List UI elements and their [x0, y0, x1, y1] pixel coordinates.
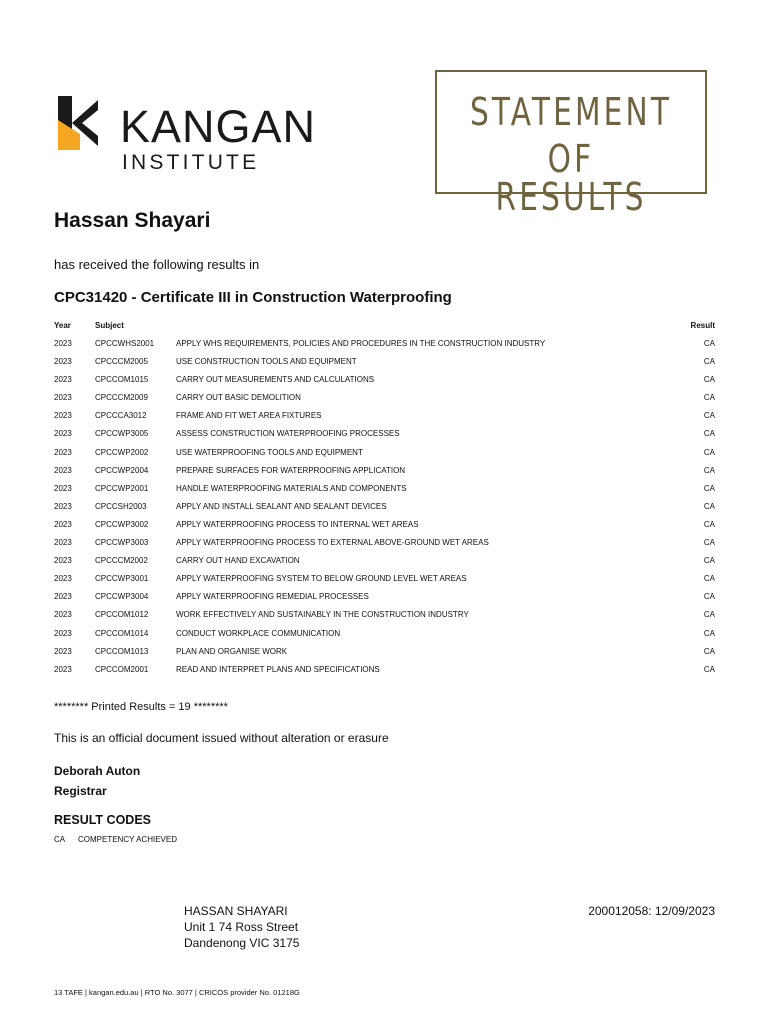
row-result: CA: [703, 465, 715, 475]
row-code: CPCCWP3003: [95, 538, 149, 548]
result-codes-heading: RESULT CODES: [54, 813, 151, 827]
row-code: CPCCOM1015: [95, 375, 149, 385]
row-result: CA: [703, 592, 715, 602]
row-result: CA: [703, 664, 715, 674]
row-year: 2023: [54, 375, 72, 385]
table-row: [54, 587, 715, 605]
row-code: CPCCWP2002: [95, 447, 149, 457]
row-year: 2023: [54, 429, 72, 439]
table-row: [54, 443, 715, 461]
row-title: WORK EFFECTIVELY AND SUSTAINABLY IN THE CONSTRUCTION INDUSTRY: [176, 610, 469, 620]
address-line1: Unit 1 74 Ross Street: [184, 920, 299, 934]
row-title: CARRY OUT MEASUREMENTS AND CALCULATIONS: [176, 375, 375, 385]
row-result: CA: [703, 411, 715, 421]
row-result: CA: [703, 646, 715, 656]
table-row: [54, 624, 715, 642]
row-year: 2023: [54, 483, 72, 493]
course-title: CPC31420 - Certificate III in Construction Waterproofing: [54, 289, 452, 306]
row-title: USE CONSTRUCTION TOOLS AND EQUIPMENT: [176, 357, 357, 367]
row-result: CA: [703, 429, 715, 439]
kangan-logo-icon: [58, 96, 104, 150]
address-line2: Dandenong VIC 3175: [184, 936, 300, 950]
table-row: [54, 605, 715, 623]
row-code: CPCCOM2001: [95, 664, 149, 674]
row-code: CPCCWP2001: [95, 483, 149, 493]
row-result: CA: [703, 393, 715, 403]
row-year: 2023: [54, 447, 72, 457]
row-result: CA: [703, 501, 715, 511]
row-title: HANDLE WATERPROOFING MATERIALS AND COMPONENTS: [176, 483, 407, 493]
row-code: CPCCCM2002: [95, 556, 148, 566]
row-code: CPCCCM2009: [95, 393, 148, 403]
row-title: APPLY WATERPROOFING PROCESS TO EXTERNAL ABOVE-GROUND WET AREAS: [176, 538, 489, 548]
row-result: CA: [703, 447, 715, 457]
row-code: CPCCWP3004: [95, 592, 149, 602]
logo-subtitle: INSTITUTE: [122, 151, 260, 174]
row-title: APPLY AND INSTALL SEALANT AND SEALANT DEVICES: [176, 501, 387, 511]
row-year: 2023: [54, 664, 72, 674]
row-code: CPCCWP3002: [95, 519, 149, 529]
row-title: PREPARE SURFACES FOR WATERPROOFING APPLICATION: [176, 465, 406, 475]
row-year: 2023: [54, 411, 72, 421]
row-year: 2023: [54, 592, 72, 602]
header-result: Result: [690, 321, 715, 330]
row-year: 2023: [54, 465, 72, 475]
row-year: 2023: [54, 610, 72, 620]
row-title: ASSESS CONSTRUCTION WATERPROOFING PROCESSES: [176, 429, 400, 439]
row-result: CA: [703, 357, 715, 367]
row-result: CA: [703, 610, 715, 620]
signatory-name: Deborah Auton: [54, 764, 141, 778]
row-title: USE WATERPROOFING TOOLS AND EQUIPMENT: [176, 447, 363, 457]
row-title: CONDUCT WORKPLACE COMMUNICATION: [176, 628, 341, 638]
statement-title-line2: OF RESULTS: [495, 137, 647, 219]
table-row: [54, 479, 715, 497]
row-year: 2023: [54, 628, 72, 638]
row-result: CA: [703, 375, 715, 385]
row-result: CA: [703, 628, 715, 638]
header-year: Year: [54, 321, 71, 330]
row-code: CPCCWHS2001: [95, 339, 155, 348]
row-code: CPCCCM2005: [95, 357, 148, 367]
row-code: CPCCWP3005: [95, 429, 149, 439]
row-title: APPLY WATERPROOFING SYSTEM TO BELOW GROUND LEVEL WET AREAS: [176, 574, 467, 584]
table-row: [54, 533, 715, 551]
result-code: CA: [54, 835, 66, 844]
table-row: [54, 334, 715, 352]
row-year: 2023: [54, 339, 72, 348]
row-title: PLAN AND ORGANISE WORK: [176, 646, 288, 656]
row-title: CARRY OUT HAND EXCAVATION: [176, 556, 300, 566]
table-row: [54, 461, 715, 479]
row-code: CPCCOM1012: [95, 610, 149, 620]
row-title: APPLY WATERPROOFING REMEDIAL PROCESSES: [176, 592, 369, 602]
address-name: HASSAN SHAYARI: [184, 904, 288, 918]
row-result: CA: [703, 538, 715, 548]
table-row: [54, 370, 715, 388]
statement-box: [435, 70, 707, 219]
row-year: 2023: [54, 393, 72, 403]
row-title: FRAME AND FIT WET AREA FIXTURES: [176, 411, 322, 421]
row-title: APPLY WATERPROOFING PROCESS TO INTERNAL WET AREAS: [176, 519, 419, 529]
table-row: [54, 497, 715, 515]
row-code: CPCCCA3012: [95, 411, 147, 421]
logo-wordmark: KANGAN: [120, 101, 317, 152]
document-reference: 200012058: 12/09/2023: [588, 904, 715, 918]
statement-title-line1: STATEMENT: [469, 90, 673, 134]
student-name: Hassan Shayari: [54, 209, 211, 232]
row-title: APPLY WHS REQUIREMENTS, POLICIES AND PROCEDURES IN THE CONSTRUCTION INDUSTRY: [176, 339, 546, 348]
row-year: 2023: [54, 556, 72, 566]
table-row: [54, 424, 715, 442]
results-table: [54, 334, 715, 678]
result-code-description: COMPETENCY ACHIEVED: [78, 835, 177, 844]
row-code: CPCCSH2003: [95, 501, 147, 511]
table-row: [54, 406, 715, 424]
received-text: has received the following results in: [54, 257, 260, 272]
row-title: READ AND INTERPRET PLANS AND SPECIFICATIONS: [176, 664, 380, 674]
row-year: 2023: [54, 519, 72, 529]
row-code: CPCCOM1014: [95, 628, 149, 638]
row-title: CARRY OUT BASIC DEMOLITION: [176, 393, 301, 403]
official-statement: This is an official document issued without alteration or erasure: [54, 731, 389, 745]
row-code: CPCCOM1013: [95, 646, 149, 656]
row-result: CA: [703, 574, 715, 584]
row-code: CPCCWP2004: [95, 465, 149, 475]
row-year: 2023: [54, 646, 72, 656]
table-row: [54, 642, 715, 660]
row-year: 2023: [54, 357, 72, 367]
printed-results-count: ******** Printed Results = 19 ********: [54, 701, 228, 713]
table-row: [54, 660, 715, 678]
row-result: CA: [703, 519, 715, 529]
signatory-title: Registrar: [54, 784, 107, 798]
table-row: [54, 515, 715, 533]
row-year: 2023: [54, 501, 72, 511]
row-result: CA: [703, 483, 715, 493]
footer-text: 13 TAFE | kangan.edu.au | RTO No. 3077 | CRICOS provider No. 01218G: [54, 988, 300, 997]
row-year: 2023: [54, 574, 72, 584]
table-row: [54, 388, 715, 406]
row-year: 2023: [54, 538, 72, 548]
table-row: [54, 352, 715, 370]
row-code: CPCCWP3001: [95, 574, 149, 584]
table-row: [54, 569, 715, 587]
header-subject: Subject: [95, 321, 124, 330]
row-result: CA: [703, 556, 715, 566]
row-result: CA: [703, 339, 715, 348]
table-row: [54, 551, 715, 569]
